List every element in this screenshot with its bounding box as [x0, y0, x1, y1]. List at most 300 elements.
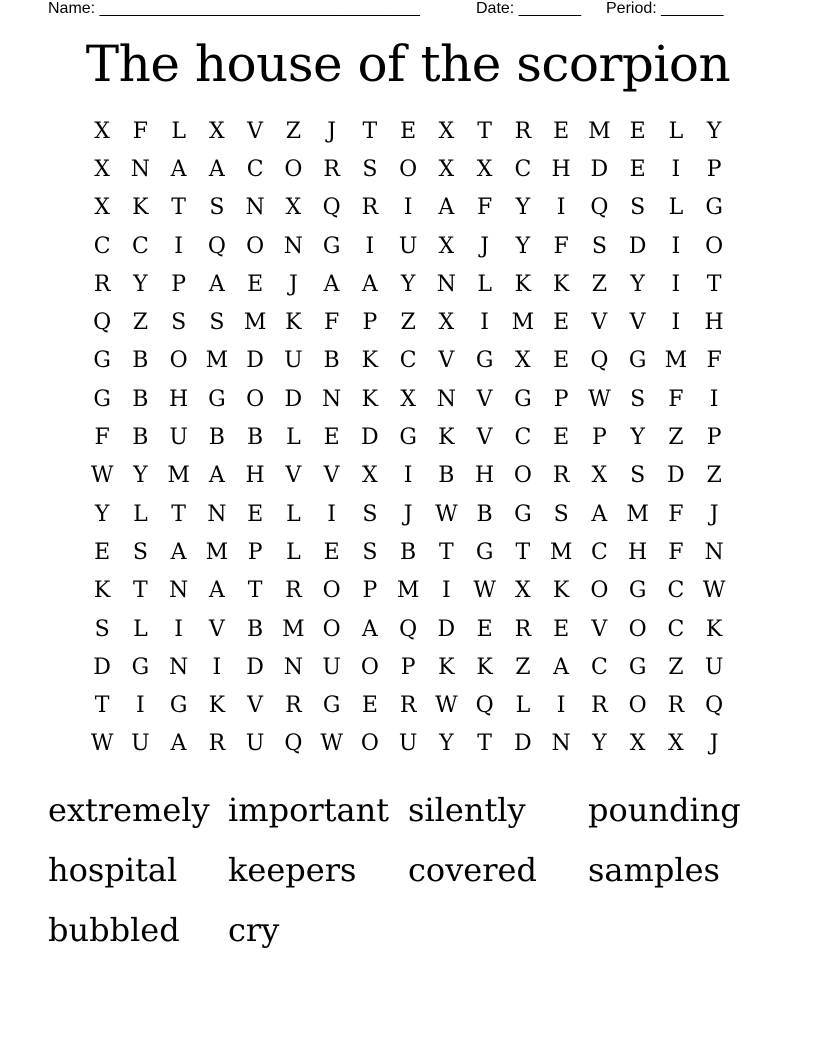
grid-letter: T: [477, 731, 492, 757]
grid-letter: X: [94, 156, 110, 182]
grid-letter: F: [706, 348, 722, 374]
grid-letter: F: [668, 539, 684, 565]
grid-letter: F: [476, 195, 493, 221]
grid-letter: T: [171, 195, 186, 221]
grid-letter: W: [90, 731, 114, 757]
grid-letter: C: [246, 156, 264, 182]
word-list-item: cry: [228, 911, 280, 949]
grid-letter: S: [630, 195, 646, 221]
grid-letter: O: [399, 156, 418, 182]
grid-letter: B: [208, 425, 225, 451]
grid-letter: G: [208, 386, 226, 412]
grid-letter: I: [174, 233, 183, 259]
grid-letter: E: [553, 118, 570, 144]
grid-letter: R: [93, 271, 111, 297]
grid-letter: F: [323, 310, 340, 336]
grid-letter: G: [93, 386, 111, 412]
grid-letter: I: [174, 616, 183, 642]
grid-letter: N: [283, 233, 303, 259]
grid-letter: G: [705, 195, 723, 221]
grid-letter: P: [553, 386, 569, 412]
grid-letter: L: [133, 616, 148, 642]
grid-letter: W: [702, 578, 726, 604]
grid-letter: P: [400, 654, 416, 680]
grid-letter: U: [131, 731, 150, 757]
grid-letter: L: [477, 271, 492, 297]
grid-letter: D: [93, 654, 111, 680]
grid-letter: C: [514, 425, 532, 451]
grid-letter: G: [475, 539, 494, 565]
word-list-item: bubbled: [48, 911, 180, 949]
grid-letter: L: [286, 501, 301, 527]
grid-letter: R: [285, 578, 302, 604]
word-list-item: extremely: [48, 791, 210, 829]
grid-letter: E: [94, 539, 111, 565]
grid-letter: S: [630, 386, 646, 412]
grid-letter: T: [439, 539, 454, 565]
grid-letter: G: [514, 386, 532, 412]
grid-letter: B: [323, 348, 340, 374]
grid-letter: M: [205, 348, 229, 374]
grid-letter: H: [704, 310, 724, 336]
grid-letter: N: [283, 654, 303, 680]
grid-letter: L: [286, 425, 301, 451]
grid-letter: A: [438, 195, 455, 221]
grid-letter: Q: [322, 195, 341, 221]
grid-letter: X: [285, 195, 302, 221]
grid-letter: V: [247, 118, 264, 144]
grid-letter: N: [551, 731, 571, 757]
grid-letter: G: [399, 425, 417, 451]
grid-letter: V: [476, 386, 493, 412]
grid-letter: Q: [399, 616, 418, 642]
grid-letter: D: [514, 731, 532, 757]
grid-letter: K: [476, 654, 493, 680]
grid-letter: Y: [94, 501, 110, 527]
word-list: [48, 780, 768, 960]
grid-letter: X: [629, 731, 646, 757]
grid-letter: E: [553, 348, 570, 374]
grid-letter: D: [437, 616, 456, 642]
grid-letter: X: [362, 463, 378, 489]
grid-letter: S: [209, 310, 225, 336]
word-list-item: pounding: [588, 791, 741, 829]
word-list-item: silently: [408, 791, 526, 829]
grid-letter: O: [628, 693, 647, 719]
grid-letter: G: [628, 348, 647, 374]
grid-letter: T: [247, 578, 263, 604]
grid-letter: Z: [515, 654, 531, 680]
grid-letter: U: [704, 654, 724, 680]
grid-letter: Z: [400, 310, 416, 336]
grid-letter: X: [438, 233, 455, 259]
grid-letter: N: [436, 271, 456, 297]
name-field: Name: ____________________________________: [48, 0, 420, 17]
grid-letter: D: [284, 386, 303, 412]
grid-letter: I: [136, 693, 145, 719]
grid-letter: E: [476, 616, 493, 642]
grid-letter: H: [475, 463, 495, 489]
grid-letter: E: [323, 539, 340, 565]
grid-letter: P: [706, 425, 722, 451]
grid-letter: R: [399, 693, 417, 719]
grid-letter: I: [671, 271, 681, 297]
grid-letter: R: [514, 118, 532, 144]
grid-letter: P: [591, 425, 607, 451]
grid-letter: A: [208, 156, 225, 182]
grid-letter: X: [515, 348, 531, 374]
grid-letter: E: [553, 425, 570, 451]
grid-letter: Q: [207, 233, 226, 259]
grid-letter: Q: [705, 693, 724, 719]
grid-letter: G: [322, 233, 341, 259]
word-list-item: covered: [408, 851, 537, 889]
grid-letter: O: [246, 386, 265, 412]
period-field: Period: _______: [606, 0, 724, 17]
grid-letter: Z: [668, 425, 684, 451]
grid-letter: B: [132, 386, 149, 412]
grid-letter: N: [245, 195, 265, 221]
grid-letter: R: [208, 731, 226, 757]
grid-letter: R: [361, 195, 379, 221]
grid-letter: S: [94, 616, 110, 642]
grid-letter: S: [209, 195, 225, 221]
grid-letter: Y: [439, 731, 454, 757]
grid-letter: O: [628, 616, 647, 642]
grid-letter: V: [591, 310, 608, 336]
grid-letter: O: [246, 233, 265, 259]
grid-letter: W: [473, 578, 496, 604]
grid-letter: J: [480, 233, 490, 259]
grid-letter: R: [667, 693, 685, 719]
grid-letter: E: [247, 501, 264, 527]
grid-letter: Q: [93, 310, 112, 336]
grid-letter: I: [365, 233, 375, 259]
grid-letter: W: [90, 463, 114, 489]
grid-letter: E: [400, 118, 417, 144]
grid-letter: H: [628, 539, 648, 565]
grid-letter: X: [94, 195, 110, 221]
grid-letter: C: [667, 616, 685, 642]
grid-letter: K: [285, 310, 302, 336]
grid-letter: H: [551, 156, 571, 182]
grid-letter: P: [247, 539, 263, 565]
grid-letter: I: [556, 195, 566, 221]
grid-letter: G: [628, 654, 647, 680]
grid-letter: D: [246, 654, 264, 680]
date-field: Date: _______: [476, 0, 581, 17]
grid-letter: N: [704, 539, 724, 565]
grid-letter: P: [362, 578, 378, 604]
grid-letter: I: [403, 195, 413, 221]
grid-letter: S: [362, 539, 378, 565]
grid-letter: X: [668, 731, 684, 757]
grid-letter: A: [323, 271, 340, 297]
grid-letter: D: [628, 233, 647, 259]
grid-letter: X: [438, 310, 455, 336]
grid-letter: V: [629, 310, 646, 336]
grid-letter: K: [552, 271, 570, 297]
grid-letter: O: [322, 616, 341, 642]
grid-letter: U: [322, 654, 341, 680]
grid-letter: Y: [630, 425, 645, 451]
grid-letter: P: [171, 271, 187, 297]
grid-letter: N: [169, 578, 189, 604]
grid-letter: W: [588, 386, 611, 412]
grid-letter: V: [247, 693, 264, 719]
grid-letter: Z: [668, 654, 684, 680]
grid-letter: A: [208, 463, 225, 489]
grid-letter: U: [398, 233, 418, 259]
grid-letter: T: [171, 501, 186, 527]
grid-letter: F: [132, 118, 148, 144]
grid-letter: J: [403, 501, 413, 527]
grid-letter: G: [131, 654, 150, 680]
grid-letter: Y: [515, 233, 531, 259]
grid-letter: D: [361, 425, 379, 451]
grid-letter: N: [322, 386, 342, 412]
grid-letter: Y: [400, 271, 416, 297]
grid-letter: M: [282, 616, 305, 642]
page-title: The house of the scorpion: [85, 35, 731, 93]
grid-letter: D: [667, 463, 685, 489]
grid-letter: X: [591, 463, 608, 489]
word-list-item: samples: [588, 851, 720, 889]
grid-letter: G: [322, 693, 341, 719]
grid-letter: O: [590, 578, 609, 604]
grid-letter: K: [208, 693, 226, 719]
grid-letter: B: [132, 425, 149, 451]
grid-letter: A: [208, 271, 225, 297]
grid-letter: E: [247, 271, 264, 297]
grid-letter: H: [245, 463, 265, 489]
word-list-item: hospital: [48, 851, 178, 889]
grid-letter: W: [435, 501, 458, 527]
grid-letter: X: [515, 578, 531, 604]
grid-letter: Y: [133, 271, 148, 297]
grid-letter: F: [668, 501, 684, 527]
grid-letter: C: [514, 156, 532, 182]
grid-letter: V: [438, 348, 455, 374]
grid-letter: R: [552, 463, 570, 489]
grid-letter: I: [403, 463, 413, 489]
grid-letter: M: [243, 310, 267, 336]
grid-letter: G: [93, 348, 111, 374]
grid-letter: M: [588, 118, 611, 144]
grid-letter: U: [284, 348, 303, 374]
grid-letter: J: [709, 501, 719, 527]
grid-letter: S: [132, 539, 148, 565]
grid-letter: L: [515, 693, 531, 719]
grid-letter: C: [590, 539, 608, 565]
grid-letter: E: [553, 310, 570, 336]
grid-letter: I: [442, 578, 451, 604]
grid-letter: B: [438, 463, 455, 489]
grid-letter: S: [553, 501, 569, 527]
grid-letter: Z: [285, 118, 302, 144]
grid-letter: R: [591, 693, 608, 719]
grid-letter: O: [322, 578, 341, 604]
grid-letter: H: [169, 386, 189, 412]
grid-letter: A: [361, 271, 378, 297]
word-list-item: important: [228, 791, 390, 829]
grid-letter: X: [400, 386, 416, 412]
grid-letter: J: [288, 271, 298, 297]
grid-letter: V: [476, 425, 493, 451]
grid-letter: Y: [515, 195, 531, 221]
grid-letter: Z: [591, 271, 608, 297]
grid-letter: V: [323, 463, 340, 489]
grid-letter: M: [549, 539, 573, 565]
grid-letter: S: [171, 310, 187, 336]
grid-letter: N: [207, 501, 227, 527]
grid-letter: N: [169, 654, 189, 680]
grid-letter: B: [132, 348, 149, 374]
grid-letter: D: [246, 348, 264, 374]
grid-letter: P: [362, 310, 378, 336]
grid-letter: J: [327, 118, 337, 144]
grid-letter: X: [94, 118, 110, 144]
worksheet-header: [48, 0, 738, 18]
grid-letter: C: [93, 233, 111, 259]
grid-letter: G: [475, 348, 494, 374]
grid-letter: A: [170, 539, 187, 565]
grid-letter: T: [133, 578, 148, 604]
grid-letter: E: [323, 425, 340, 451]
grid-letter: S: [630, 463, 646, 489]
grid-letter: X: [438, 156, 455, 182]
grid-letter: E: [553, 616, 570, 642]
grid-letter: P: [706, 156, 722, 182]
grid-letter: O: [705, 233, 724, 259]
grid-letter: I: [671, 233, 681, 259]
grid-letter: Q: [590, 348, 609, 374]
grid-letter: Y: [630, 271, 645, 297]
grid-letter: K: [361, 348, 379, 374]
grid-letter: I: [671, 156, 681, 182]
grid-letter: O: [284, 156, 303, 182]
grid-letter: L: [133, 501, 148, 527]
grid-letter: L: [668, 195, 684, 221]
grid-letter: R: [285, 693, 302, 719]
word-list-item: keepers: [228, 851, 357, 889]
grid-letter: O: [513, 463, 532, 489]
letter-grid: [83, 112, 733, 763]
grid-letter: L: [668, 118, 684, 144]
grid-letter: T: [477, 118, 492, 144]
grid-letter: L: [286, 539, 301, 565]
grid-letter: M: [626, 501, 649, 527]
grid-letter: S: [362, 156, 378, 182]
grid-letter: Y: [706, 118, 722, 144]
grid-letter: I: [212, 654, 222, 680]
grid-letter: J: [709, 731, 719, 757]
grid-letter: K: [361, 386, 379, 412]
grid-letter: F: [668, 386, 684, 412]
grid-letter: Z: [132, 310, 149, 336]
grid-letter: C: [590, 654, 608, 680]
grid-letter: Q: [475, 693, 494, 719]
grid-letter: I: [671, 310, 681, 336]
grid-letter: T: [515, 539, 531, 565]
grid-letter: Y: [592, 731, 607, 757]
grid-letter: M: [396, 578, 420, 604]
grid-letter: S: [362, 501, 378, 527]
grid-letter: K: [438, 425, 455, 451]
grid-letter: V: [285, 463, 302, 489]
grid-letter: M: [205, 539, 229, 565]
grid-letter: T: [94, 693, 110, 719]
grid-letter: A: [208, 578, 225, 604]
grid-letter: T: [706, 271, 722, 297]
grid-letter: I: [556, 693, 566, 719]
grid-letter: X: [209, 118, 225, 144]
grid-letter: A: [591, 501, 608, 527]
grid-letter: W: [320, 731, 343, 757]
grid-letter: U: [245, 731, 265, 757]
grid-letter: R: [514, 616, 532, 642]
grid-letter: X: [438, 118, 455, 144]
grid-letter: A: [170, 156, 187, 182]
grid-letter: G: [628, 578, 647, 604]
grid-letter: N: [130, 156, 150, 182]
grid-letter: G: [514, 501, 532, 527]
grid-letter: V: [591, 616, 608, 642]
grid-letter: B: [247, 425, 264, 451]
grid-letter: U: [398, 731, 418, 757]
grid-letter: Q: [590, 195, 609, 221]
grid-letter: E: [361, 693, 378, 719]
grid-letter: W: [435, 693, 458, 719]
grid-letter: K: [132, 195, 149, 221]
grid-letter: M: [511, 310, 535, 336]
grid-letter: F: [553, 233, 569, 259]
grid-letter: X: [476, 156, 493, 182]
grid-letter: B: [476, 501, 493, 527]
grid-letter: E: [629, 156, 646, 182]
grid-letter: O: [360, 731, 379, 757]
grid-letter: O: [169, 348, 188, 374]
grid-letter: B: [400, 539, 417, 565]
grid-letter: N: [436, 386, 456, 412]
grid-letter: E: [629, 118, 646, 144]
grid-letter: A: [170, 731, 187, 757]
grid-letter: F: [94, 425, 110, 451]
grid-letter: B: [247, 616, 264, 642]
grid-letter: K: [705, 616, 723, 642]
grid-letter: K: [93, 578, 111, 604]
grid-letter: T: [362, 118, 378, 144]
grid-letter: K: [552, 578, 570, 604]
grid-letter: R: [323, 156, 340, 182]
grid-letter: C: [131, 233, 149, 259]
grid-letter: U: [169, 425, 188, 451]
grid-letter: Y: [133, 463, 148, 489]
grid-letter: I: [480, 310, 489, 336]
grid-letter: Z: [706, 463, 722, 489]
grid-letter: K: [514, 271, 532, 297]
grid-letter: O: [360, 654, 379, 680]
grid-letter: C: [667, 578, 685, 604]
grid-letter: I: [327, 501, 336, 527]
grid-letter: M: [167, 463, 190, 489]
grid-letter: M: [664, 348, 688, 374]
grid-letter: A: [361, 616, 378, 642]
grid-letter: C: [399, 348, 417, 374]
grid-letter: G: [169, 693, 188, 719]
grid-letter: D: [590, 156, 609, 182]
grid-letter: L: [171, 118, 186, 144]
